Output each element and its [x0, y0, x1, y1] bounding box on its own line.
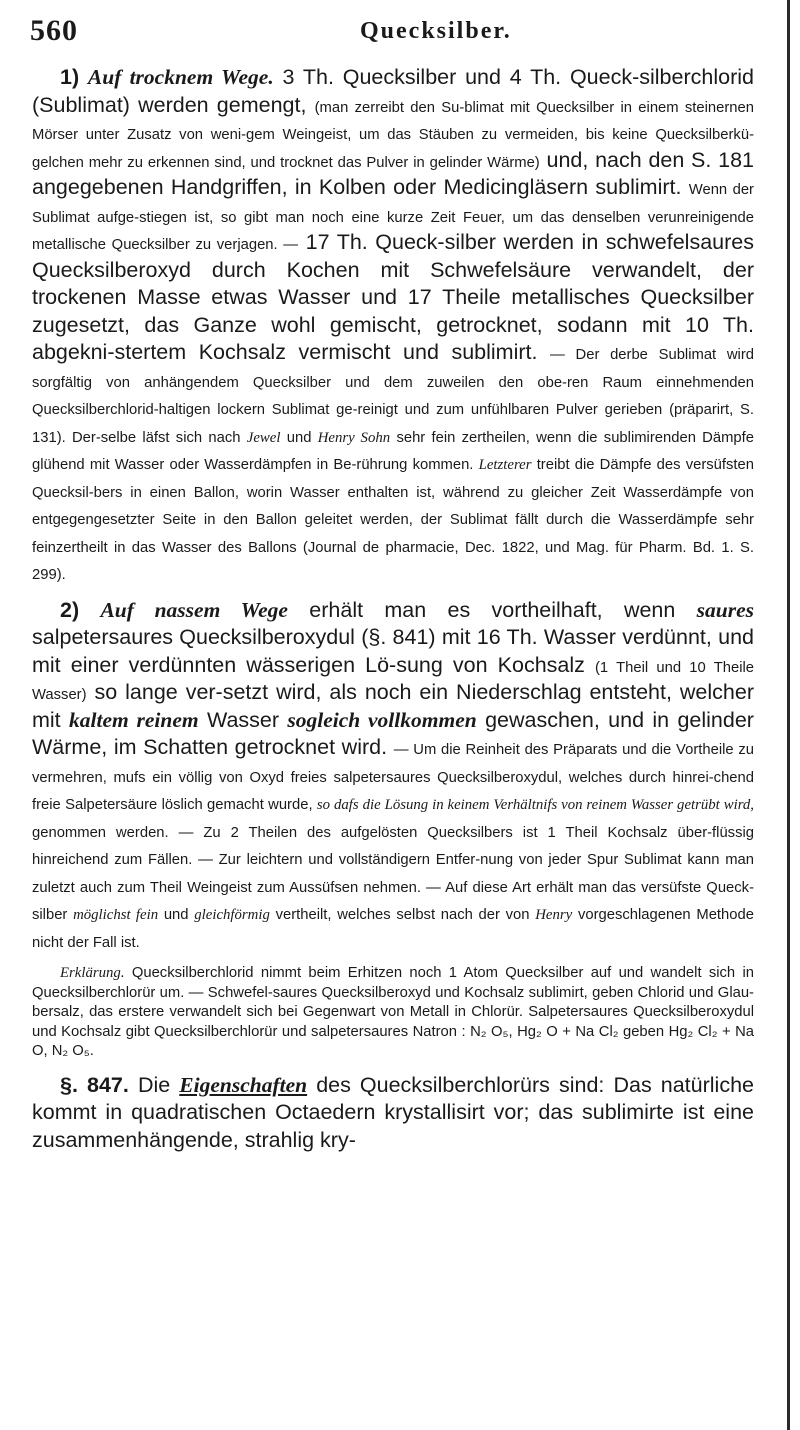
method-heading: Auf trocknem Wege.	[87, 65, 274, 89]
item-number: 2)	[60, 597, 80, 622]
page-header	[30, 14, 770, 54]
footnote-text: — Der derbe Sublimat wird sorgfältig von anhängendem Quecksilber und dem zuweilen den obe-ren Raum einnehmenden Quecksilberchlorid-haltigen lockern Sublimat ge-reinigt und zum unfühlbaren Pulver gerieben (präparirt, S. 131). Der-selbe läfst sich nach Jewel und Henry Sohn sehr fein zertheilen, wenn die sublimirenden Dämpfe glühend mit Wasser oder Wasserdämpfen in Be-rührung kommen. Letzterer treibt die Dämpfe des versüfsten Quecksil-bers in einen Ballon, worin Wasser enthalten ist, während zu gleicher Zeit Wasserdämpfe von entgegengesetzter Seite in den Ballon geleitet werden, der Sublimat fällt durch die Wasserdämpfe sehr feinzertheilt in das Wasser des Ballons (Journal de pharmacie, Dec. 1822, und Mag. für Pharm. Bd. 1. S. 299).	[32, 347, 754, 583]
page-edge-rule	[787, 0, 790, 1430]
paragraph-text: Wasser	[206, 707, 280, 732]
paragraph-explanation	[32, 964, 754, 1062]
paragraph-wet-method	[32, 597, 754, 955]
footnote-text: (man zerreibt den Su-blimat mit Quecksilber in einem steinernen Mörser unter Zusatz von weni-gem Weingeist, um das Stäuben zu vermeiden, bis keine Quecksilberkü-gelchen mehr zu erkennen sind, und trocknet das Pulver in gelinder Wärme)	[32, 99, 754, 171]
page-body	[32, 64, 754, 1154]
footnote-text: — Um die Reinheit des Präparats und die Vortheile zu vermehren, mufs ein völlig von Oxyd freies salpetersaures Quecksilberoxydul, welches durch hinrei-chend freie Salpetersäure löslich gemacht wurde, so dafs die Lösung in keinem Verhältnifs von reinem Wasser getrübt wird, genommen werden. — Zu 2 Theilen des aufgelösten Quecksilbers ist 1 Theil Kochsalz über-flüssig hinreichend zum Fällen. — Zur leichtern und vollständigern Entfer-nung von jeder Spur Sublimat kann man zuletzt auch zum Theil Weingeist zum Aussüfsen nehmen. — Auf diese Art erhält man das versüfste Queck-silber möglichst fein und gleichförmig vertheilt, welches selbst nach der von Henry vorgeschlagenen Methode nicht der Fall ist.	[32, 742, 755, 951]
section-number: §. 847.	[60, 1072, 129, 1097]
paragraph-text: 17 Th. Queck-silber werden in schwefelsaures Quecksilberoxyd durch Kochen mit Schwefelsäure verwandelt, der trockenen Masse etwas Wasser und 17 Theile metallisches Quecksilber zugesetzt, das Ganze wohl gemischt, getrocknet, sodann mit 10 Th. abgekni-stertem Kochsalz vermischt und sublimirt.	[32, 230, 754, 364]
paragraph-properties	[32, 1072, 754, 1155]
page-number: 560	[30, 14, 78, 47]
paragraph-text: salpetersaures Quecksilberoxydul (§. 841) mit 16 Th. Wasser verdünnt, und mit einer verdünnten wässerigen Lö-sung von Kochsalz	[32, 625, 754, 677]
paragraph-text: so lange ver-setzt wird, als noch ein Niederschlag entsteht, welcher mit	[32, 680, 754, 732]
emphasis-text: saures	[696, 597, 755, 622]
explanation-text: Quecksilberchlorid nimmt beim Erhitzen noch 1 Atom Quecksilber auf und wandelt sich in Quecksilberchlorür um. — Schwefel-saures Quecksilberoxyd und Kochsalz sublimirt, geben Chlorid und Glau-bersalz, das erstere verwandelt sich bei Gegenwart von Metall in Chlorür. Salpetersaures Quecksilberoxydul und Kochsalz gibt Quecksilberchlorür und salpetersaures Natron : N₂ O₅, Hg₂ O + Na Cl₂ geben Hg₂ Cl₂ + Na O, N₂ O₅.	[32, 965, 754, 1060]
emphasis-text: sogleich vollkommen	[287, 707, 477, 732]
paragraph-text: und, nach den S. 181 angegebenen Handgriffen, in Kolben oder Medicingläsern sublimirt.	[32, 147, 754, 199]
section-heading: Eigenschaften	[179, 1072, 308, 1097]
footnote-text: (1 Theil und 10 Theile Wasser)	[32, 659, 754, 703]
paragraph-text: Die	[137, 1072, 171, 1097]
paragraph-dry-method	[32, 64, 754, 587]
paragraph-text: gewaschen, und in gelinder Wärme, im Schatten getrocknet wird.	[32, 707, 754, 759]
emphasis-text: kaltem reinem	[69, 707, 199, 732]
item-number: 1)	[60, 65, 80, 89]
paragraph-text: des Quecksilberchlorürs sind: Das natürliche kommt in quadratischen Octaedern krystallisirt vor; das sublimirte ist eine zusammenhängende, strahlig kry-	[32, 1072, 754, 1152]
method-heading: Auf nassem Wege	[100, 597, 288, 622]
explanation-label: Erklärung.	[60, 965, 125, 981]
paragraph-text: erhält man es vortheilhaft, wenn	[309, 597, 676, 622]
running-title: Quecksilber.	[360, 18, 512, 44]
paragraph-text: 3 Th. Quecksilber und 4 Th. Queck-silberchlorid (Sublimat) werden gemengt,	[32, 65, 754, 117]
footnote-text: Wenn der Sublimat aufge-stiegen ist, so gibt man noch eine kurze Zeit Feuer, um das denselben verunreinigende metallische Quecksilber zu verjagen. —	[32, 182, 754, 253]
